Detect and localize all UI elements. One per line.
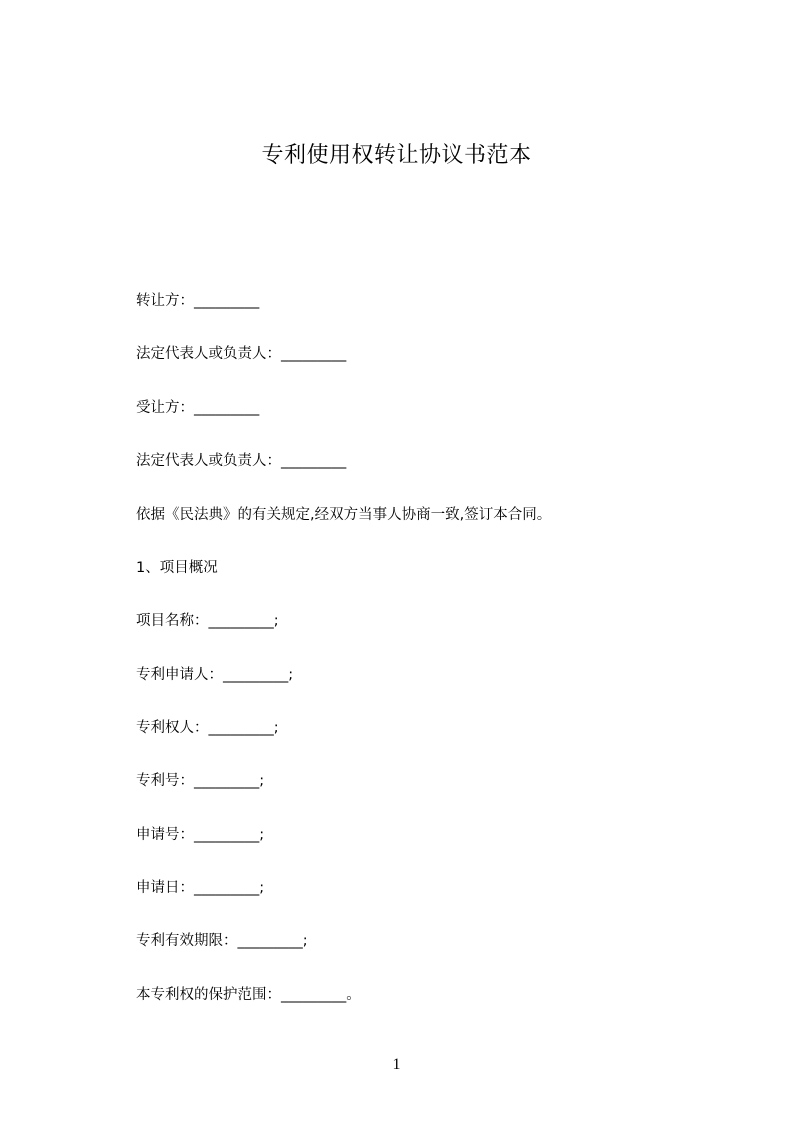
application-number-line: 申请号：_________; [136, 827, 265, 843]
patent-number-line: 专利号：_________; [136, 773, 265, 789]
legal-basis-paragraph: 依据《民法典》的有关规定,经双方当事人协商一致,签订本合同。 [136, 507, 552, 523]
page-number: 1 [392, 1056, 401, 1073]
transferor-representative-line: 法定代表人或负责人：_________ [136, 346, 347, 362]
transferee-line: 受让方：_________ [136, 400, 260, 416]
patent-validity-line: 专利有效期限：_________; [136, 933, 308, 949]
section-heading-project-overview: 1、项目概况 [136, 560, 218, 576]
document-title: 专利使用权转让协议书范本 [261, 143, 532, 168]
patent-holder-line: 专利权人：_________; [136, 720, 279, 736]
application-date-line: 申请日：_________; [136, 880, 265, 896]
transferee-representative-line: 法定代表人或负责人：_________ [136, 453, 347, 469]
patent-applicant-line: 专利申请人：_________; [136, 667, 294, 683]
project-name-line: 项目名称：_________; [136, 613, 279, 629]
transferor-line: 转让方：_________ [136, 293, 260, 309]
protection-scope-line: 本专利权的保护范围：_________。 [136, 987, 361, 1003]
